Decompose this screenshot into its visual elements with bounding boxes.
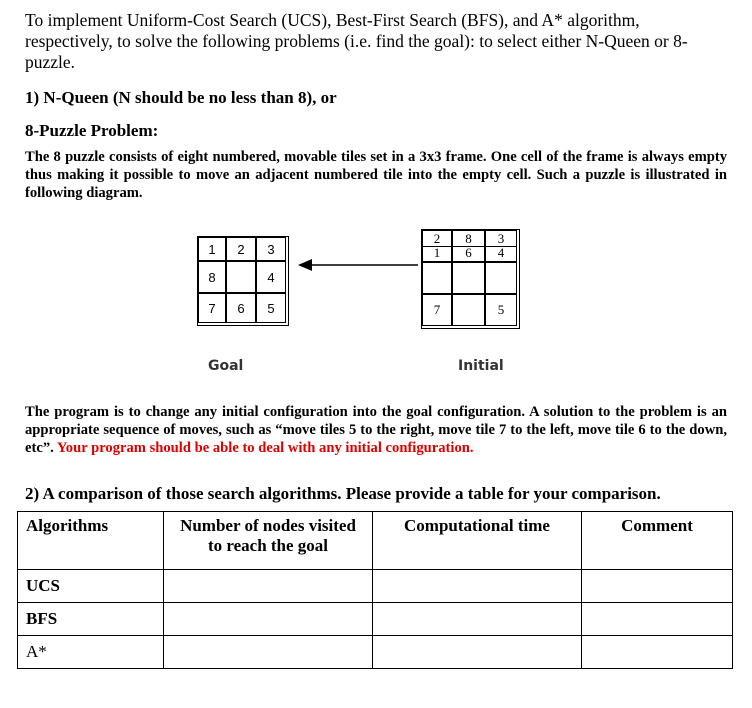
initial-cell-upper: 2 bbox=[423, 233, 451, 247]
table-row bbox=[18, 570, 733, 603]
section2-title: 2) A comparison of those search algorithms. Please provide a table for your comparison. bbox=[25, 484, 661, 503]
program-text-highlight: Your program should be able to deal with any initial configuration. bbox=[56, 440, 474, 456]
initial-cell-upper: 8 bbox=[453, 233, 484, 247]
goal-cell: 8 bbox=[198, 261, 226, 293]
initial-cell-upper: 3 bbox=[486, 233, 516, 247]
initial-cell bbox=[452, 230, 485, 262]
initial-cell bbox=[485, 230, 517, 262]
goal-grid bbox=[197, 236, 289, 326]
initial-cell-empty bbox=[422, 262, 452, 294]
puzzle-description: The 8 puzzle consists of eight numbered, movable tiles set in a 3x3 frame. One cell of the frame is always empty thus making it possible to move an adjacent numbered tile into the empty cell. Such a puzzle is illustrated in following diagram. bbox=[25, 149, 727, 201]
goal-cell: 3 bbox=[256, 237, 286, 261]
header-nodes-visited: Number of nodes visited to reach the goal bbox=[164, 512, 373, 570]
initial-cell bbox=[422, 230, 452, 262]
program-text: The program is to change any initial configuration into the goal configuration. A solution to the problem is an appropriate sequence of moves, such as “move tiles 5 to the right, move tile 7 to the left, move tile 6 to the down, etc”. bbox=[25, 404, 727, 456]
header-algorithms: Algorithms bbox=[18, 512, 164, 570]
table-cell[interactable] bbox=[582, 570, 733, 603]
table-cell[interactable] bbox=[373, 636, 582, 669]
program-description bbox=[25, 403, 727, 457]
table-row bbox=[18, 636, 733, 669]
header-comment: Comment bbox=[582, 512, 733, 570]
intro-text: To implement Uniform-Cost Search (UCS), Best-First Search (BFS), and A* algorithm, respectively, to solve the following problems (i.e. find the goal): to select either N-Queen or 8-puzzle. bbox=[25, 10, 688, 72]
table-cell[interactable] bbox=[164, 603, 373, 636]
row-label: UCS bbox=[18, 570, 164, 603]
table-row bbox=[18, 603, 733, 636]
goal-cell: 4 bbox=[256, 261, 286, 293]
goal-cell: 6 bbox=[226, 293, 256, 323]
header-computational-time: Computational time bbox=[373, 512, 582, 570]
initial-grid bbox=[421, 229, 520, 329]
comparison-table bbox=[17, 511, 733, 669]
table-cell[interactable] bbox=[582, 636, 733, 669]
goal-label: Goal bbox=[208, 358, 244, 374]
initial-cell-empty bbox=[452, 294, 485, 326]
goal-cell: 5 bbox=[256, 293, 286, 323]
goal-cell: 1 bbox=[198, 237, 226, 261]
initial-cell: 5 bbox=[485, 294, 517, 326]
row-label: A* bbox=[18, 636, 164, 669]
arrow-left-icon bbox=[298, 257, 420, 273]
initial-cell-empty bbox=[452, 262, 485, 294]
section1-title: 1) N-Queen (N should be no less than 8), or bbox=[25, 88, 337, 107]
goal-cell: 2 bbox=[226, 237, 256, 261]
initial-cell-lower: 1 bbox=[433, 245, 441, 260]
table-cell[interactable] bbox=[373, 570, 582, 603]
initial-cell-lower: 4 bbox=[497, 245, 505, 260]
table-cell[interactable] bbox=[373, 603, 582, 636]
initial-label: Initial bbox=[458, 358, 504, 374]
table-cell[interactable] bbox=[164, 570, 373, 603]
row-label: BFS bbox=[18, 603, 164, 636]
table-cell[interactable] bbox=[582, 603, 733, 636]
table-cell[interactable] bbox=[164, 636, 373, 669]
puzzle-section-title: 8-Puzzle Problem: bbox=[25, 121, 159, 140]
table-header-row bbox=[18, 512, 733, 570]
initial-cell-empty bbox=[485, 262, 517, 294]
initial-cell-lower: 6 bbox=[465, 245, 472, 260]
initial-cell: 7 bbox=[422, 294, 452, 326]
goal-cell-empty bbox=[226, 261, 256, 293]
goal-cell: 7 bbox=[198, 293, 226, 323]
